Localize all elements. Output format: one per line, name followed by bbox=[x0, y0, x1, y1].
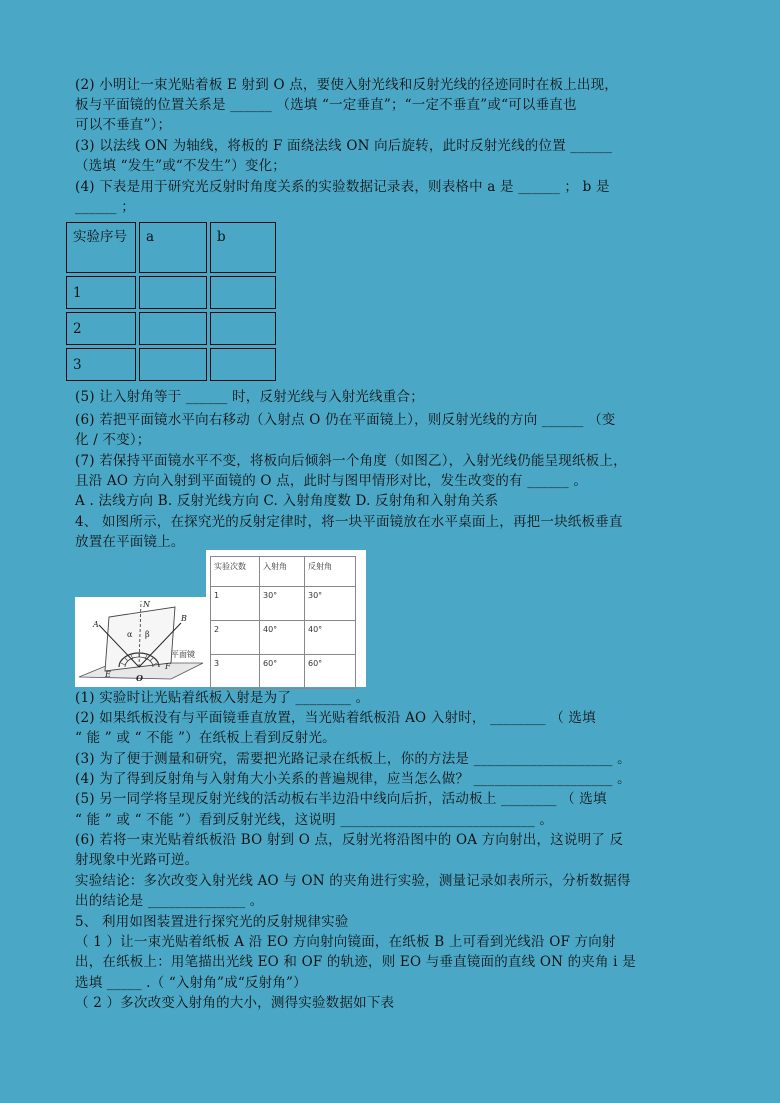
text-line: （ 1 ）让一束光贴着纸板 A 沿 EO 方向射向镜面，在纸板 B 上可看到光线沿 OF 方向射 bbox=[75, 934, 616, 950]
table-cell: 1 bbox=[211, 587, 260, 621]
text-line: 且沿 AO 方向入射到平面镜的 O 点，此时与图甲情形对比，发生改变的有 ______ 。 bbox=[75, 473, 588, 489]
label-F: F bbox=[165, 662, 171, 671]
text-line: 化 / 不变）； bbox=[75, 432, 151, 448]
label-N: N bbox=[143, 600, 150, 609]
text-line: 选填 _____ .（ “入射角”成“反射角”） bbox=[75, 975, 307, 991]
text-line: (7) 若保持平面镜水平不变，将板向后倾斜一个角度（如图乙），入射光线仍能呈现纸板上， bbox=[75, 453, 627, 469]
table-header-cell: 入射角 bbox=[260, 557, 305, 587]
text-line: 射现象中光路可逆。 bbox=[75, 852, 199, 868]
text-line: 板与平面镜的位置关系是 ______ （选填 “一定垂直”；“一定不垂直”或“可以垂直也 bbox=[75, 97, 577, 113]
table-cell: 30° bbox=[305, 587, 356, 621]
text-line: (6) 若把平面镜水平向右移动（入射点 O 仍在平面镜上），则反射光线的方向 ______ （变 bbox=[75, 412, 616, 428]
data-record-table bbox=[63, 219, 279, 384]
text-line: （选填 “发生”或“不发生”）变化； bbox=[75, 158, 286, 174]
text-line: (6) 若将一束光贴着纸板沿 BO 射到 O 点，反射光将沿图中的 OA 方向射出，这说明了 反 bbox=[75, 832, 624, 848]
table-cell: 1 bbox=[66, 276, 136, 309]
text-line: (5) 让入射角等于 ______ 时，反射光线与入射光线重合； bbox=[75, 389, 424, 405]
text-line: 放置在平面镜上。 bbox=[75, 534, 185, 550]
text-line: A . 法线方向 B. 反射光线方向 C. 入射角度数 D. 反射角和入射角关系 bbox=[75, 493, 499, 509]
table-header-cell: 实验序号 bbox=[66, 222, 136, 273]
table-cell bbox=[210, 276, 276, 309]
table-cell: 60° bbox=[260, 655, 305, 689]
reflection-diagram bbox=[75, 597, 207, 687]
table-cell: 40° bbox=[305, 621, 356, 655]
text-line: (2) 小明让一束光贴着板 E 射到 O 点，要使入射光线和反射光线的径迹同时在板上出现， bbox=[75, 77, 619, 93]
text-line: 出的结论是 ______________ 。 bbox=[75, 893, 264, 909]
text-line: ______ ； bbox=[75, 199, 135, 215]
label-beta: β bbox=[145, 630, 150, 639]
text-line: (3) 以法线 ON 为轴线，将板的 F 面绕法线 ON 向后旋转，此时反射光线的位置 ______ bbox=[75, 138, 613, 154]
text-line: (2) 如果纸板没有与平面镜垂直放置，当光贴着纸板沿 AO 入射时， ________ （ 选填 bbox=[75, 710, 596, 726]
angle-data-table bbox=[210, 556, 356, 689]
table-header-cell: a bbox=[139, 222, 207, 273]
table-cell: 3 bbox=[211, 655, 260, 689]
label-alpha: α bbox=[127, 630, 133, 639]
text-line: 实验结论：多次改变入射光线 AO 与 ON 的夹角进行实验，测量记录如表所示，分析数据得 bbox=[75, 873, 631, 889]
text-line: 可以不垂直”）； bbox=[75, 117, 172, 133]
table-header-cell: 实验次数 bbox=[211, 557, 260, 587]
text-line: (1) 实验时让光贴着纸板入射是为了 ________ 。 bbox=[75, 690, 370, 706]
text-line: (3) 为了便于测量和研究，需要把光路记录在纸板上，你的方法是 ____________________ 。 bbox=[75, 751, 631, 767]
table-cell: 40° bbox=[260, 621, 305, 655]
table-cell: 2 bbox=[211, 621, 260, 655]
label-mirror: 平面镜 bbox=[171, 650, 195, 659]
label-B: B bbox=[181, 614, 187, 623]
table-cell bbox=[139, 276, 207, 309]
text-line: (5) 另一同学将呈现反射光线的活动板右半边沿中线向后折，活动板上 ________ （ 选填 bbox=[75, 791, 607, 807]
reflection-figure bbox=[75, 597, 207, 687]
table-header-cell: b bbox=[210, 222, 276, 273]
text-line: （ 2 ）多次改变入射角的大小，测得实验数据如下表 bbox=[75, 995, 395, 1011]
table-header-cell: 反射角 bbox=[305, 557, 356, 587]
table-cell: 60° bbox=[305, 655, 356, 689]
table-cell: 2 bbox=[66, 312, 136, 345]
table-cell: 3 bbox=[66, 348, 136, 381]
table-cell bbox=[210, 312, 276, 345]
angle-data-table-image bbox=[206, 550, 366, 687]
text-line: (4) 为了得到反射角与入射角大小关系的普遍规律，应当怎么做？ ____________________ 。 bbox=[75, 771, 631, 787]
table-cell: 30° bbox=[260, 587, 305, 621]
text-line: (4) 下表是用于研究光反射时角度关系的实验数据记录表，则表格中 a 是 ______ ； b 是 bbox=[75, 179, 610, 195]
text-line: 出，在纸板上：用笔描出光线 EO 和 OF 的轨迹，则 EO 与垂直镜面的直线 ON 的夹角 i 是 bbox=[75, 954, 636, 970]
text-line: 4、 如图所示，在探究光的反射定律时，将一块平面镜放在水平桌面上，再把一块纸板垂直 bbox=[75, 514, 623, 530]
label-A: A bbox=[93, 620, 99, 629]
table-cell bbox=[139, 348, 207, 381]
table-cell bbox=[139, 312, 207, 345]
label-O: O bbox=[136, 673, 143, 683]
text-line: “ 能 ” 或 “ 不能 ”）在纸板上看到反射光。 bbox=[75, 730, 336, 746]
text-line: 5、 利用如图装置进行探究光的反射规律实验 bbox=[75, 914, 349, 930]
table-cell bbox=[210, 348, 276, 381]
text-line: “ 能 ” 或 “ 不能 ”）看到反射光线，这说明 ____________________________ 。 bbox=[75, 812, 554, 828]
label-E: E bbox=[105, 670, 111, 679]
